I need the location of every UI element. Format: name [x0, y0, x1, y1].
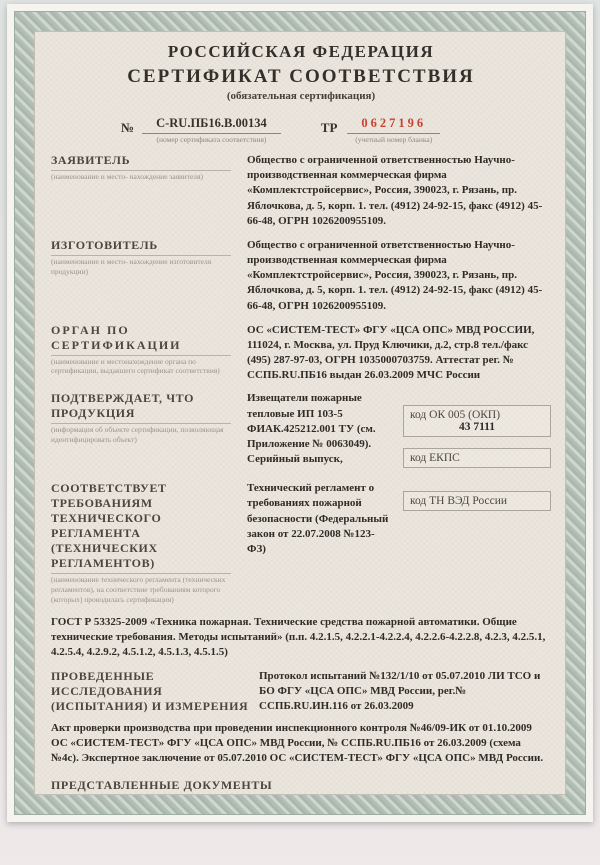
regulation-sublabel: (наименование технического регламента (технических регламентов), на соответствие требованиям которого (которых) проводилась сертификация) [51, 573, 231, 604]
number-sign: № [121, 120, 135, 135]
code-box-tnved [403, 491, 551, 511]
code-okp-label: код ОК 005 (ОКП) [410, 409, 501, 422]
section-applicant [51, 153, 551, 229]
manufacturer-text: Общество с ограниченной ответственностью Научно-производственная коммерческая фирма «Комплектстройсервис», Россия, 390023, г. Рязань, пр. Яблочкова, д. 5, корп. 1. тел. (4912) 24-92-15, факс (4912) 45-66-48, ОГРН 1026200955109. [247, 238, 543, 312]
certificate-number-cell [142, 116, 281, 144]
section-certification-body [51, 323, 551, 384]
manufacturer-sublabel: (наименование и место- нахождение изготовителя продукции) [51, 255, 231, 277]
section-documents [51, 778, 551, 795]
section-manufacturer [51, 238, 551, 314]
blank-number-caption: (учетный номер бланка) [355, 135, 433, 144]
research-label: ПРОВЕДЕННЫЕ ИССЛЕДОВАНИЯ (ИСПЫТАНИЯ) И ИЗМЕРЕНИЯ [51, 669, 249, 714]
applicant-label: ЗАЯВИТЕЛЬ [51, 153, 131, 167]
number-row [121, 116, 551, 144]
section-research [51, 669, 551, 715]
manufacturer-label: ИЗГОТОВИТЕЛЬ [51, 237, 158, 252]
inspection-paragraph: Акт проверки производства при проведении инспекционного контроля №46/09-ИК от 01.10.2009 ОС «СИСТЕМ-ТЕСТ» ФГУ «ЦСА ОПС» МВД России, № ССПБ.RU.ПБ16 от 26.03.2009 (схема №4с). Экспертное заключение от 05.07.2010 ОС «СИСТЕМ-ТЕСТ» ФГУ «ЦСА ОПС» МВД России. [51, 721, 544, 764]
blank-number-cell [347, 116, 440, 144]
certification-type: (обязательная сертификация) [226, 90, 376, 102]
guilloche-border-frame [14, 11, 586, 815]
product-label: ПОДТВЕРЖДАЕТ, ЧТО ПРОДУКЦИЯ [51, 391, 195, 421]
certificate-header [51, 42, 551, 102]
certification-body-sublabel: (наименование и местонахождение органа по сертификации, выдавшего сертификат соответствия) [51, 355, 231, 377]
product-sublabel: (информация об объекте сертификации, позволяющая идентифицировать объект) [51, 423, 231, 445]
research-text: Протокол испытаний №132/1/10 от 05.07.2010 ЛИ ТСО и БО ФГУ «ЦСА ОПС» МВД России, рег.№ ССПБ.RU.ИН.116 от 26.03.2009 [259, 670, 541, 713]
country-title: РОССИЙСКАЯ ФЕДЕРАЦИЯ [167, 42, 435, 61]
certificate-number: C-RU.ПБ16.В.00134 [142, 116, 281, 134]
regulation-label: СООТВЕТСТВУЕТ ТРЕБОВАНИЯМ ТЕХНИЧЕСКОГО РЕГЛАМЕНТА (ТЕХНИЧЕСКИХ РЕГЛАМЕНТОВ) [51, 481, 167, 571]
gost-paragraph: ГОСТ Р 53325-2009 «Техника пожарная. Технические средства пожарной автоматики. Общие технические требования. Методы испытаний» (п.п. 4.2.1.5, 4.2.2.1-4.2.2.4, 4.2.2.6-4.2.2.8, 4.2.3, 4.2.5.1, 4.2.5.4, 4.2.9.2, 4.5.1.2, 4.5.1.3, 4.5.1.5) [51, 615, 546, 658]
code-okp-value: 43 7111 [458, 421, 496, 434]
certification-body-text: ОС «СИСТЕМ-ТЕСТ» ФГУ «ЦСА ОПС» МВД РОССИИ, 111024, г. Москва, ул. Пруд Ключики, д.2, стр.8 тел./факс (495) 287-97-03, ОГРН 1035000703759. Аттестат рег. № ССПБ.RU.ПБ16 выдан 26.03.2009 МЧС России [247, 323, 535, 382]
blank-number: 0627196 [347, 116, 440, 134]
documents-label: ПРЕДСТАВЛЕННЫЕ ДОКУМЕНТЫ [51, 778, 273, 793]
certificate-paper [7, 4, 593, 822]
certificate-body [34, 31, 566, 795]
code-box-okp [403, 405, 551, 437]
applicant-sublabel: (наименование и место- нахождение заявителя) [51, 170, 231, 182]
applicant-text: Общество с ограниченной ответственностью Научно-производственная коммерческая фирма «Комплектстройсервис», Россия, 390023, г. Рязань, пр. Яблочкова, д. 5, корп. 1. тел. (4912) 24-92-15, факс (4912) 45-66-48, ОГРН 1026200955109. [247, 154, 543, 227]
regulation-text: Технический регламент о требованиях пожарной безопасности (Федеральный закон от 22.07.2008 №123-ФЗ) [247, 482, 389, 555]
product-and-codes-block [51, 391, 551, 604]
certificate-number-caption: (номер сертификата соответствия) [156, 135, 267, 144]
code-tnved-label: код ТН ВЭД России [410, 495, 508, 508]
product-text: Извещатели пожарные тепловые ИП 103-5 ФИАК.425212.001 ТУ (см. Приложение № 0063049). Серийный выпуск, [247, 392, 376, 466]
code-ekps-label: код ЕКПС [410, 452, 460, 465]
certification-body-label: ОРГАН ПО СЕРТИФИКАЦИИ [51, 322, 182, 352]
tr-label: ТР [320, 120, 338, 135]
code-box-ekps [403, 448, 551, 468]
certificate-title: СЕРТИФИКАТ СООТВЕТСТВИЯ [127, 66, 475, 87]
